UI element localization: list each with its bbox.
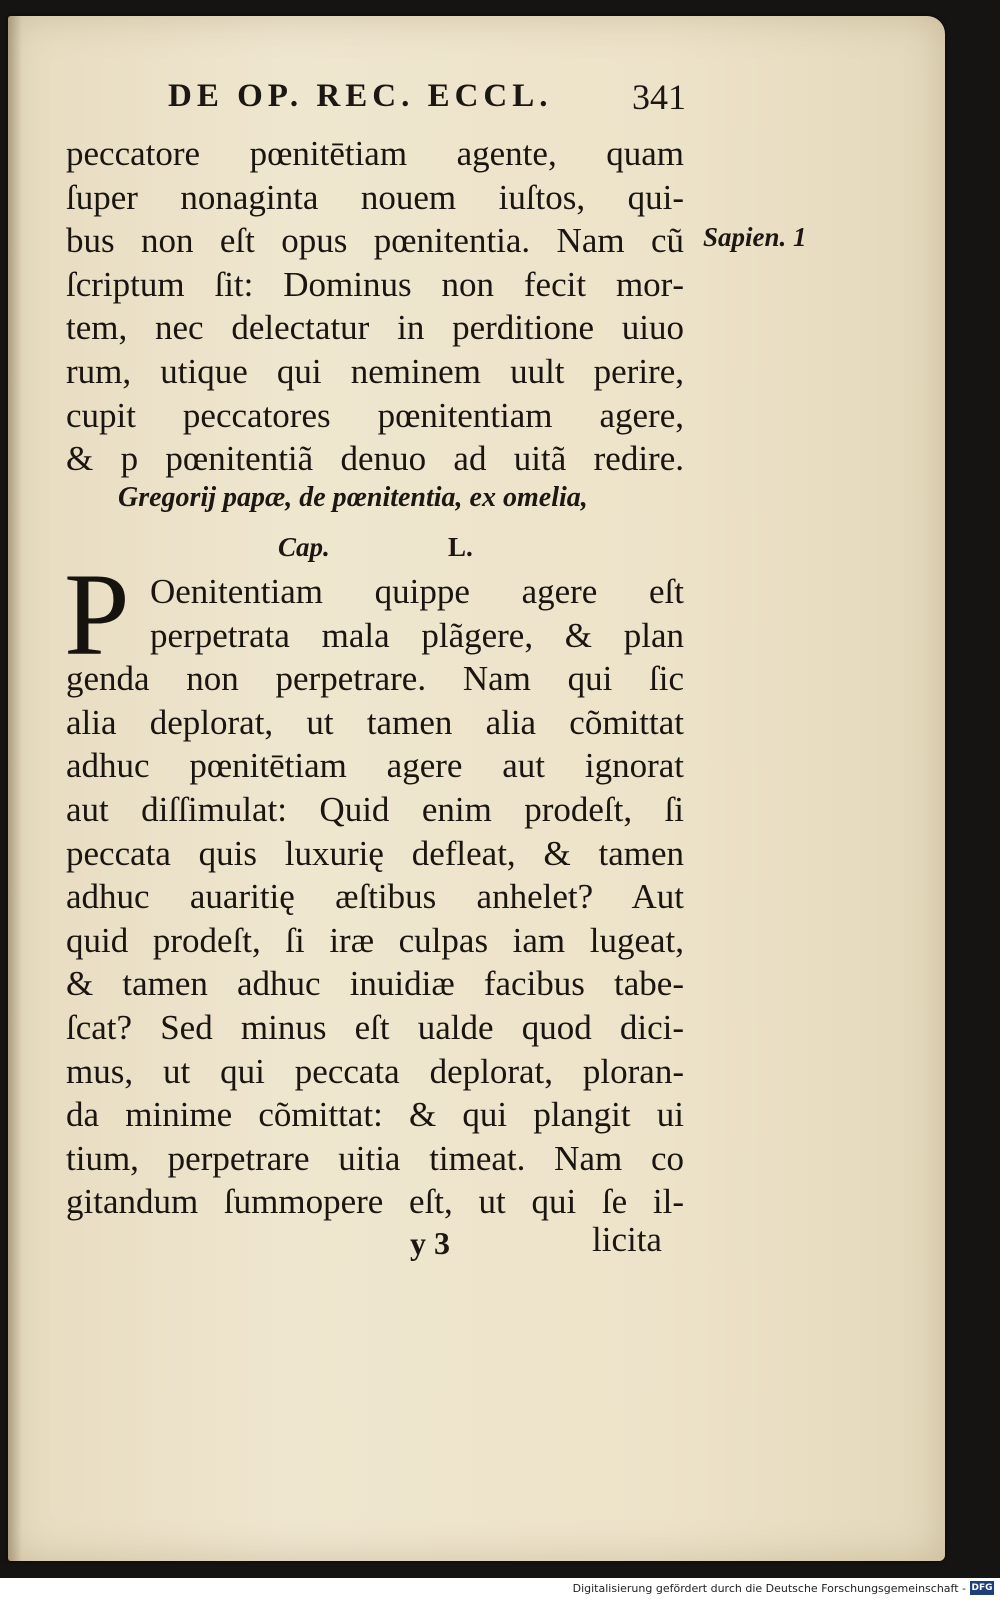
text-line: bus non eſt opus pœnitentia. Nam cũ (66, 221, 684, 261)
text-line: alia deplorat, ut tamen alia cõmittat (66, 702, 684, 742)
text-line: quid prodeſt, ſi iræ culpas iam lugeat, (66, 920, 684, 960)
text-line: tium, perpetrare uitia timeat. Nam co (66, 1138, 684, 1178)
text-line: & p pœnitentiã denuo ad uitã redire. (66, 439, 684, 479)
text-line: da minime cõmittat: & qui plangit ui (66, 1095, 684, 1135)
text-line: Oenitentiam quippe agere eſt (150, 572, 684, 611)
text-line: genda non perpetrare. Nam qui ſic (66, 659, 684, 699)
text-line: ſcriptum ſit: Dominus non fecit mor‑ (66, 264, 684, 304)
text-line: ſuper nonaginta nouem iuſtos, qui‑ (66, 177, 684, 217)
text-line: & tamen adhuc inuidiæ facibus tabe‑ (66, 964, 684, 1004)
text-line: peccatore pœnitētiam agente, quam (66, 134, 684, 173)
chapter-label: Cap. (278, 532, 330, 562)
text-line: adhuc auaritię æſtibus anhelet? Aut (66, 877, 684, 917)
text-block-main (66, 570, 684, 1224)
page-gutter-shadow (8, 16, 22, 1561)
footer-credit: Digitalisierung gefördert durch die Deutsche Forschungsgemeinschaft - (572, 1582, 966, 1595)
running-head: DE OP. REC. ECCL. (168, 78, 553, 114)
text-line: rum, utique qui neminem uult perire, (66, 351, 684, 391)
text-line: perpetrata mala plãgere, & plan (150, 615, 684, 655)
text-line: adhuc pœnitētiam agere aut ignorat (66, 746, 684, 786)
text-line: aut diſſimulat: Quid enim prodeſt, ſi (66, 789, 684, 829)
text-line: gitandum ſummopere eſt, ut qui ſe il‑ (66, 1182, 684, 1222)
text-line: peccata quis luxurię defleat, & tamen (66, 833, 684, 873)
text-line: cupit peccatores pœnitentiam agere, (66, 395, 684, 435)
drop-cap-initial: P (64, 549, 130, 680)
signature-mark: y 3 (410, 1225, 450, 1261)
text-block-top (66, 132, 684, 481)
section-heading: Gregorij papæ, de pœnitentia, ex omelia, (118, 482, 588, 513)
text-line: mus, ut qui peccata deplorat, ploran‑ (66, 1051, 684, 1091)
catchword: licita (592, 1220, 662, 1259)
text-line: tem, nec delectatur in perditione uiuo (66, 308, 684, 348)
page-number: 341 (632, 77, 686, 117)
text-line: ſcat? Sed minus eſt ualde quod dici‑ (66, 1007, 684, 1047)
dfg-logo: DFG (971, 1583, 993, 1593)
chapter-number: L. (448, 532, 473, 562)
marginal-note: Sapien. 1 (703, 222, 807, 252)
